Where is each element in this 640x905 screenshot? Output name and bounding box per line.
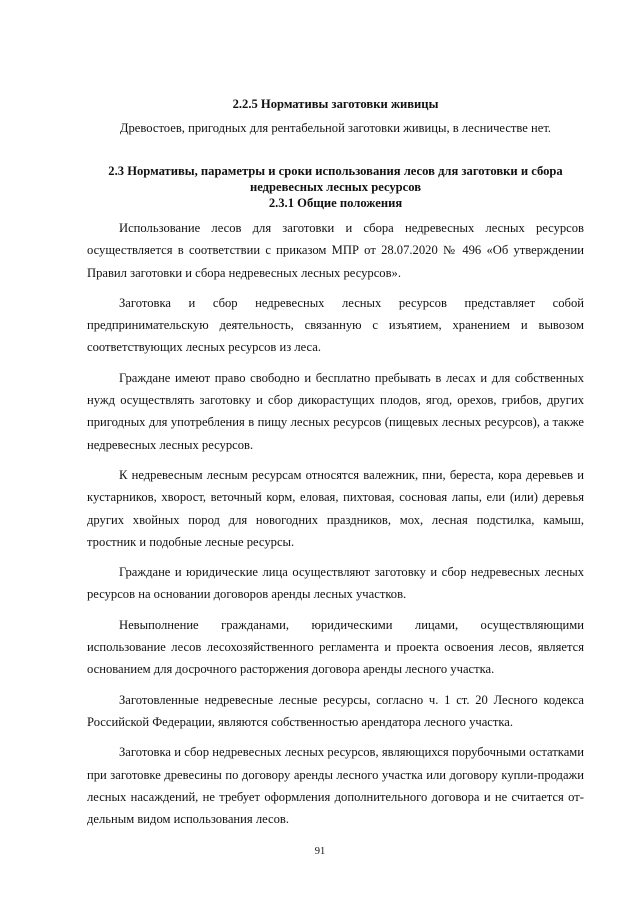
paragraph: Невыполнение гражданами, юридическими лицами, осуществляющими использование лесов лесохозяйственного регламента и проекта освоения лесов, является основанием для досрочного расторжения договора аренды лесного участка.: [87, 617, 584, 677]
paragraph: Заготовка и сбор недревесных лесных ресурсов, являющихся порубочными остатками при заготовке древесины по договору аренды лесного участка или договору купли-продажи лесных насаждений, не требует оформления дополнительного договора и не считается отдельным видом использования лесов.: [87, 745, 584, 827]
section-23: [87, 163, 584, 830]
section-225-text: Древостоев, пригодных для рентабельной заготовки живицы, в лесничестве нет.: [119, 121, 552, 135]
section-23-heading-line2: недревесных лесных ресурсов: [249, 180, 422, 194]
paragraph: Граждане и юридические лица осуществляют заготовку и сбор недревесных лесных ресурсов на основании договоров аренды лесных участков.: [87, 565, 584, 602]
paragraph: К недревесным лесным ресурсам относятся валежник, пни, береста, кора деревьев и кустарников, хворост, веточный корм, еловая, пихтовая, сосновая лапы, ели (или) деревья других хвойных пород для новогодних праздников, мох, лесная подстилка, камыш, тростник и подобные лесные ресурсы.: [87, 467, 584, 549]
paragraph: Заготовка и сбор недревесных лесных ресурсов представляет собой предпринимательскую деятельность, связанную с изъятием, хранением и вывозом соответствующих лесных ресурсов из леса.: [87, 295, 584, 355]
section-23-body: [87, 217, 584, 830]
paragraph: Использование лесов для заготовки и сбора недревесных лесных ресурсов осуществляется в соответствии с приказом МПР от 28.07.2020 № 496 «Об утверждении Правил заготовки и сбора недревесных лесных ресурсов».: [87, 221, 584, 280]
page-number: 91: [314, 846, 326, 857]
section-231-subheading: 2.3.1 Общие положения: [268, 196, 403, 210]
section-23-heading-line1: 2.3 Нормативы, параметры и сроки использования лесов для заготовки и сбора: [108, 164, 563, 178]
section-225-heading: 2.2.5 Нормативы заготовки живицы: [232, 97, 439, 111]
document-page: [87, 96, 584, 838]
paragraph: Граждане имеют право свободно и бесплатно пребывать в лесах и для собственных нужд осуществлять заготовку и сбор дикорастущих плодов, ягод, орехов, грибов, других пригодных для употребления в пищу лесных ресурсов (пищевых лесных ресурсов), а также недревесных лесных ресурсов.: [87, 370, 584, 452]
paragraph: Заготовленные недревесные лесные ресурсы, согласно ч. 1 ст. 20 Лесного кодекса Российской Федерации, являются собственностью арендатора лесного участка.: [87, 692, 584, 729]
